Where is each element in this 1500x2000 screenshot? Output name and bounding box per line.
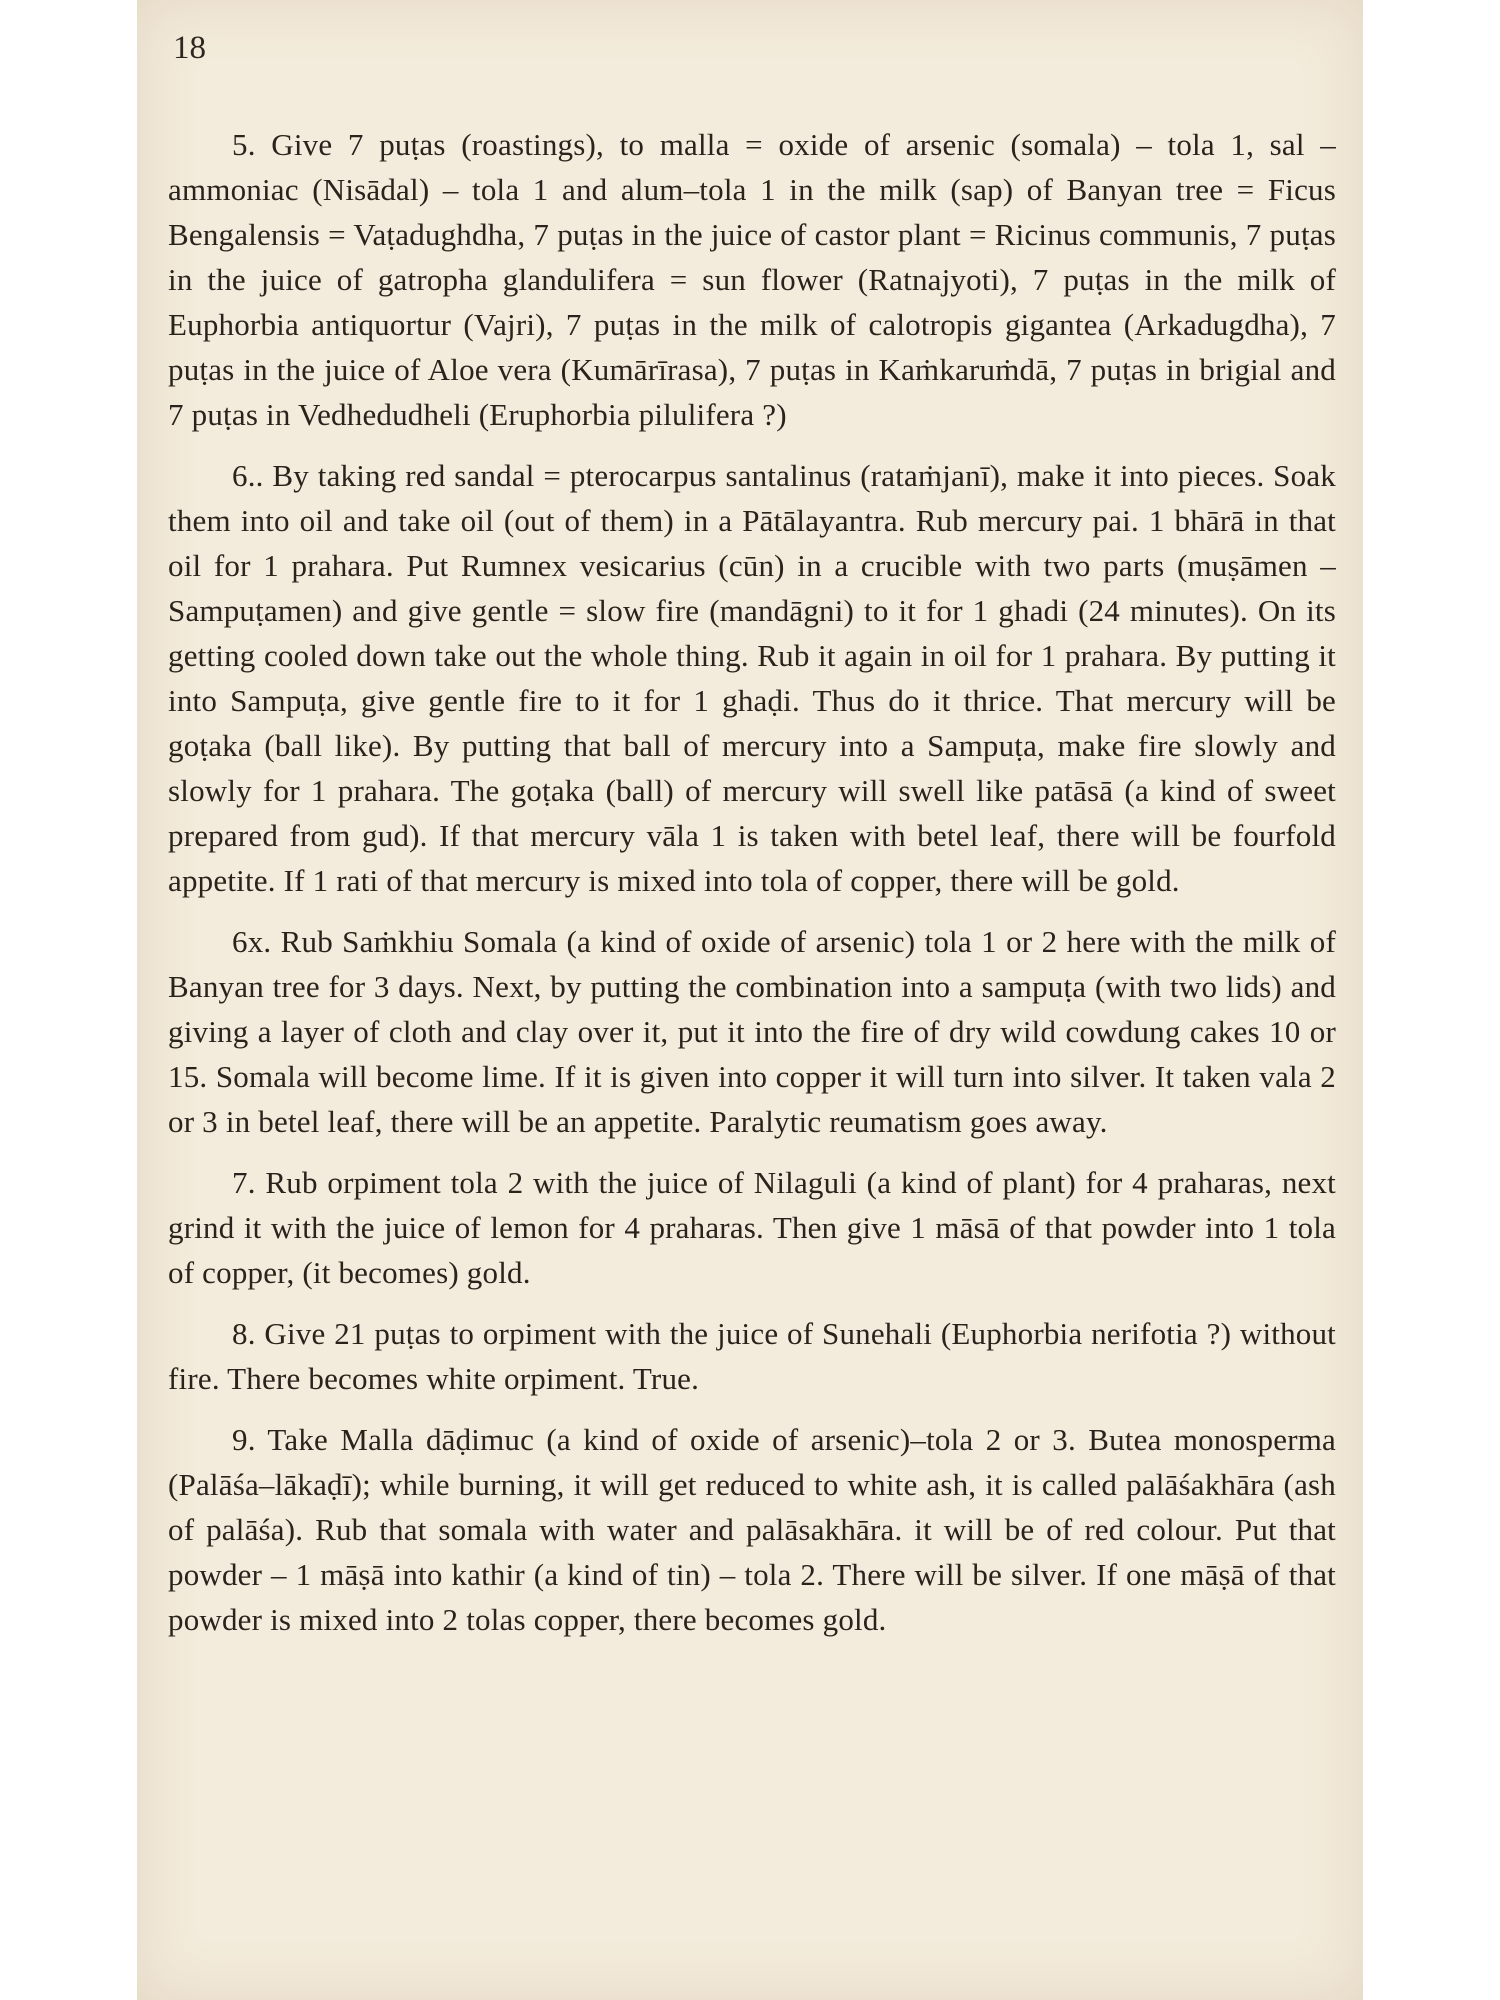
- page-number: 18: [173, 30, 206, 66]
- paragraph-6x: 6x. Rub Saṁkhiu Somala (a kind of oxide of arsenic) tola 1 or 2 here with the milk of Banyan tree for 3 days. Next, by putting the combination into a sampuṭa (with two lids) and giving a layer of cloth and clay over it, put it into the fire of dry wild cowdung cakes 10 or 15. Somala will become lime. If it is given into copper it will turn into silver. It taken vala 2 or 3 in betel leaf, there will be an appetite. Paralytic reumatism goes away.: [168, 924, 1336, 1139]
- book-page: [137, 0, 1363, 2000]
- page-body: [168, 122, 1336, 1642]
- paragraph-7: 7. Rub orpiment tola 2 with the juice of Nilaguli (a kind of plant) for 4 praharas, next grind it with the juice of lemon for 4 praharas. Then give 1 māsā of that powder into 1 tola of copper, (it becomes) gold.: [168, 1165, 1336, 1290]
- paragraph-9: 9. Take Malla dāḍimuc (a kind of oxide of arsenic)–tola 2 or 3. Butea monosperma (Palāśa–lākaḍī); while burning, it will get reduced to white ash, it is called palāśakhāra (ash of palāśa). Rub that somala with water and palāsakhāra. it will be of red colour. Put that powder – 1 māṣā into kathir (a kind of tin) – tola 2. There will be silver. If one māṣā of that powder is mixed into 2 tolas copper, there becomes gold.: [168, 1422, 1336, 1637]
- paragraph-5: 5. Give 7 puṭas (roastings), to malla = oxide of arsenic (somala) – tola 1, sal – ammoniac (Nisādal) – tola 1 and alum–tola 1 in the milk (sap) of Banyan tree = Ficus Bengalensis = Vaṭadughdha, 7 puṭas in the juice of castor plant = Ricinus communis, 7 puṭas in the juice of gatropha glandulifera = sun flower (Ratnajyoti), 7 puṭas in the milk of Euphorbia antiquortur (Vajri), 7 puṭas in the milk of calotropis gigantea (Arkadugdha), 7 puṭas in the juice of Aloe vera (Kumārīrasa), 7 puṭas in Kaṁkaruṁdā, 7 puṭas in brigial and 7 puṭas in Vedhedudheli (Eruphorbia pilulifera ?): [168, 127, 1336, 432]
- paragraph-6: 6.. By taking red sandal = pterocarpus santalinus (rataṁjanī), make it into pieces. Soak them into oil and take oil (out of them) in a Pātālayantra. Rub mercury pai. 1 bhārā in that oil for 1 prahara. Put Rumnex vesicarius (cūn) in a crucible with two parts (muṣāmen – Sampuṭamen) and give gentle = slow fire (mandāgni) to it for 1 ghadi (24 minutes). On its getting cooled down take out the whole thing. Rub it again in oil for 1 prahara. By putting it into Sampuṭa, give gentle fire to it for 1 ghaḍi. Thus do it thrice. That mercury will be goṭaka (ball like). By putting that ball of mercury into a Sampuṭa, make fire slowly and slowly for 1 prahara. The goṭaka (ball) of mercury will swell like patāsā (a kind of sweet prepared from gud). If that mercury vāla 1 is taken with betel leaf, there will be fourfold appetite. If 1 rati of that mercury is mixed into tola of copper, there will be gold.: [168, 458, 1336, 898]
- paragraph-8: 8. Give 21 puṭas to orpiment with the juice of Sunehali (Euphorbia nerifotia ?) without fire. There becomes white orpiment. True.: [168, 1316, 1336, 1396]
